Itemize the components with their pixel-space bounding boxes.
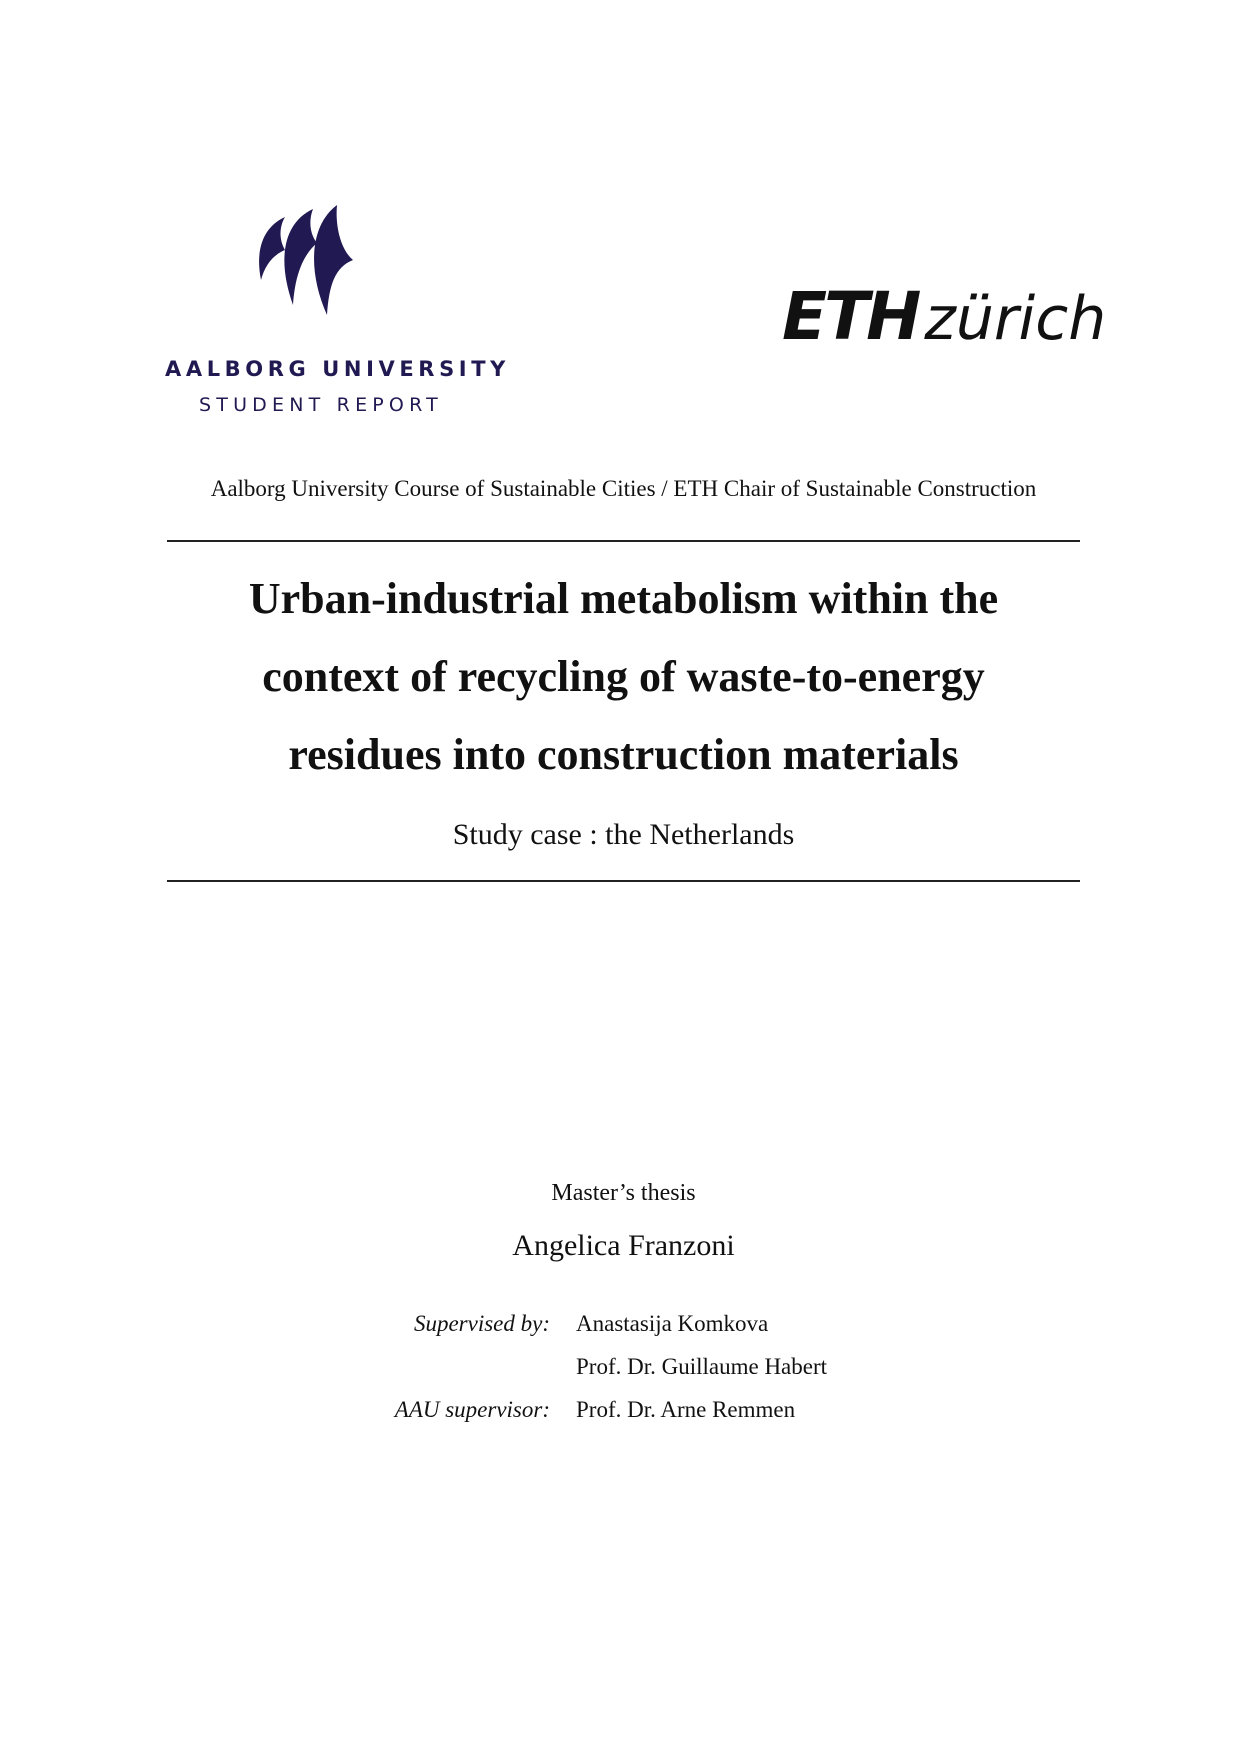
thesis-subtitle: Study case : the Netherlands <box>452 818 795 851</box>
aau-logo <box>165 205 510 420</box>
supervisor-label: AAU supervisor: <box>394 1397 550 1422</box>
supervisor-name: Anastasija Komkova <box>576 1311 769 1336</box>
supervisor-row <box>300 1311 940 1354</box>
title-line: context of recycling of waste-to-energy <box>262 652 985 701</box>
course-line: Aalborg University Course of Sustainable Cities / ETH Chair of Sustainable Construction <box>210 476 1037 501</box>
aau-name: AALBORG UNIVERSITY <box>165 357 510 381</box>
supervisor-row <box>300 1354 940 1397</box>
aau-report-label: STUDENT REPORT <box>199 394 443 416</box>
author-name: Angelica Franzoni <box>512 1229 735 1262</box>
thesis-title <box>167 560 1080 794</box>
supervisor-row <box>300 1397 940 1440</box>
eth-logo <box>782 278 1106 355</box>
eth-logo-bold: ETH <box>782 278 919 355</box>
aau-wave-mark-icon <box>255 205 365 325</box>
supervisor-name: Prof. Dr. Guillaume Habert <box>576 1354 828 1379</box>
top-divider <box>167 540 1080 542</box>
thesis-type: Master’s thesis <box>551 1180 696 1206</box>
title-line: Urban-industrial metabolism within the <box>248 574 999 623</box>
bottom-divider <box>167 880 1080 882</box>
supervisor-name: Prof. Dr. Arne Remmen <box>576 1397 796 1422</box>
title-line: residues into construction materials <box>288 730 959 779</box>
supervisor-label: Supervised by: <box>413 1311 550 1336</box>
eth-logo-light: zürich <box>924 284 1107 354</box>
supervisors-table <box>300 1311 940 1440</box>
